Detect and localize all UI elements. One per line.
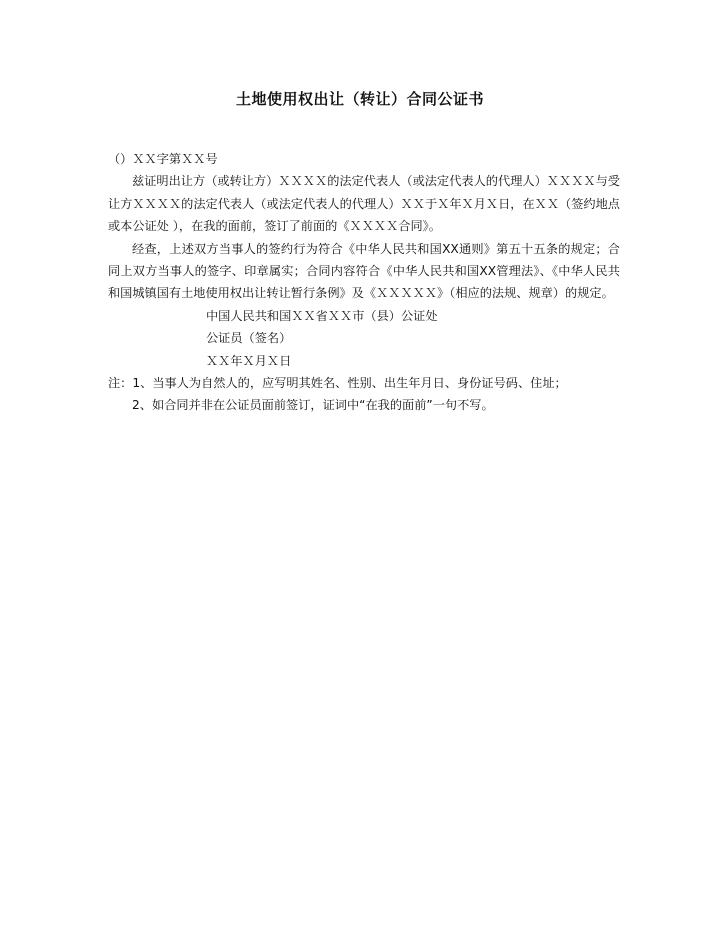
notary-signature-line: 公证员（签名） <box>206 331 292 346</box>
note-item-2: 2、如合同并非在公证员面前签订，证词中“在我的面前”一句不写。 <box>132 398 494 413</box>
document-body <box>108 148 620 417</box>
certificate-date: ＸＸ年Ｘ月Ｘ日 <box>206 353 292 368</box>
certificate-number: （）ＸＸ字第ＸＸ号 <box>108 152 218 166</box>
certification-paragraph: 兹证明出让方（或转让方）ＸＸＸＸ的法定代表人（或法定代表人的代理人）ＸＸＸＸ与受让方ＸＸＸＸ的法定代表人（或法定代表人的代理人）ＸＸ于Ｘ年Ｘ月Ｘ日，在ＸＸ（签约地点或本公证处 ），在我的面前，签订了前面的《ＸＸＸＸ合同》。 <box>108 174 620 234</box>
note-item-1: 注：1、当事人为自然人的，应写明其姓名、性别、出生年月日、身份证号码、住址； <box>108 376 567 391</box>
notary-office: 中国人民共和国ＸＸ省ＸＸ市（县）公证处 <box>206 308 438 323</box>
verification-paragraph: 经查，上述双方当事人的签约行为符合《中华人民共和国XX通则》第五十五条的规定；合同上双方当事人的签字、印章属实；合同内容符合《中华人民共和国XX管理法》、《中华人民共和国城镇国有土地使用权出让转让暂行条例》及《ＸＸＸＸＸ》（相应的法规、规章）的规定。 <box>108 241 620 301</box>
document-title: 土地使用权出让（转让）合同公证书 <box>235 90 484 108</box>
